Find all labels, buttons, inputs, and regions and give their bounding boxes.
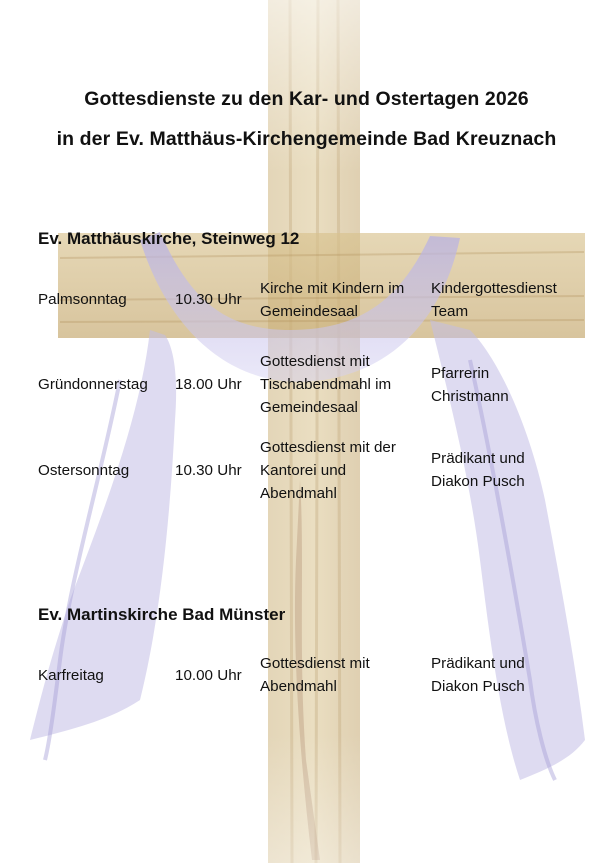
description-line: Abendmahl bbox=[260, 678, 337, 695]
service-time: 10.00 Uhr bbox=[175, 667, 242, 684]
leader-line: Pfarrerin bbox=[431, 365, 490, 382]
description-line: Kirche mit Kindern im bbox=[260, 280, 405, 297]
description-line: Abendmahl bbox=[260, 485, 337, 502]
section-heading-martinskirche: Ev. Martinskirche Bad Münster bbox=[38, 605, 286, 624]
service-description bbox=[260, 350, 425, 419]
service-day: Ostersonntag bbox=[38, 462, 130, 479]
page-title: Gottesdienste zu den Kar- und Ostertagen 2026 bbox=[84, 88, 529, 110]
service-day: Palmsonntag bbox=[38, 291, 127, 308]
description-line: Gemeindesaal bbox=[260, 399, 358, 416]
leader-line: Team bbox=[431, 303, 469, 320]
leader-line: Kindergottesdienst bbox=[431, 280, 557, 297]
service-time: 10.30 Uhr bbox=[175, 291, 242, 308]
description-line: Tischabendmahl im bbox=[260, 376, 392, 393]
service-day: Karfreitag bbox=[38, 667, 104, 684]
service-leader bbox=[431, 277, 601, 323]
description-line: Gottesdienst mit bbox=[260, 655, 370, 672]
description-line: Kantorei und bbox=[260, 462, 347, 479]
section-heading-matthaeuskirche: Ev. Matthäuskirche, Steinweg 12 bbox=[38, 229, 300, 248]
leader-line: Diakon Pusch bbox=[431, 678, 525, 695]
service-leader bbox=[431, 652, 601, 698]
leader-line: Prädikant und bbox=[431, 655, 525, 672]
service-description bbox=[260, 277, 425, 323]
service-time: 10.30 Uhr bbox=[175, 462, 242, 479]
service-day: Gründonnerstag bbox=[38, 376, 148, 393]
leader-line: Diakon Pusch bbox=[431, 473, 525, 490]
page-subtitle: in der Ev. Matthäus-Kirchengemeinde Bad Kreuznach bbox=[56, 128, 557, 150]
description-line: Gemeindesaal bbox=[260, 303, 358, 320]
leader-line: Christmann bbox=[431, 388, 509, 405]
description-line: Gottesdienst mit der bbox=[260, 439, 396, 456]
service-time: 18.00 Uhr bbox=[175, 376, 242, 393]
service-description bbox=[260, 436, 425, 505]
service-leader bbox=[431, 447, 601, 493]
leader-line: Prädikant und bbox=[431, 450, 525, 467]
service-leader bbox=[431, 362, 601, 408]
service-description bbox=[260, 652, 425, 698]
description-line: Gottesdienst mit bbox=[260, 353, 370, 370]
